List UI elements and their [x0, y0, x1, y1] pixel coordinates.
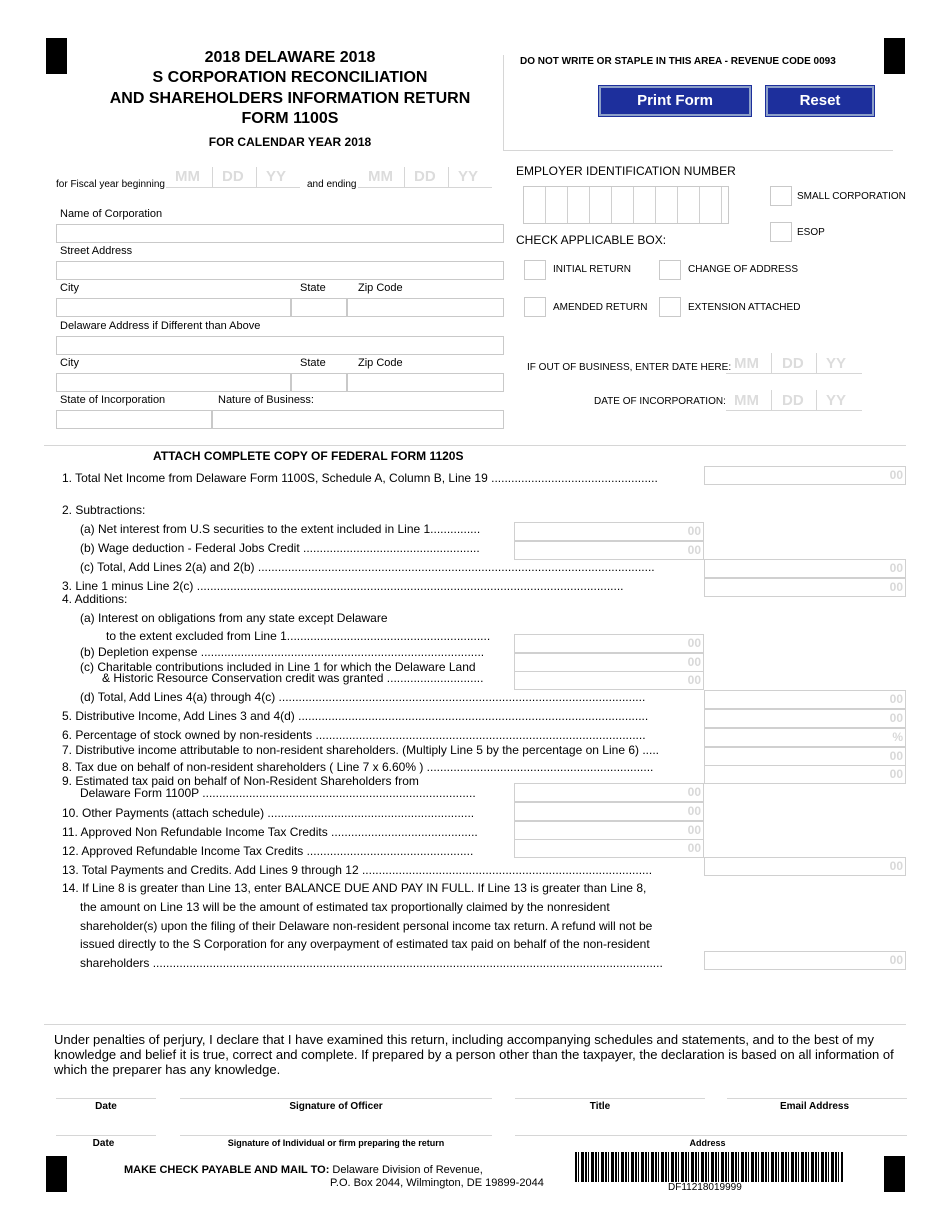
extension-checkbox[interactable]: [659, 297, 681, 317]
fiscal-end-yy[interactable]: YY: [458, 168, 479, 185]
incorporation-underline: [726, 410, 862, 411]
fiscal-begin-underline: [166, 187, 300, 188]
de-address-field[interactable]: [56, 336, 504, 355]
cents: 00: [687, 841, 701, 855]
incorporation-state-label: State of Incorporation: [60, 394, 166, 406]
line-3-text: 3. Line 1 minus Line 2(c) ................................................................................................................................: [62, 579, 624, 593]
city2-label: City: [60, 357, 79, 369]
line-11-amount[interactable]: [514, 821, 704, 840]
line-8-text: 8. Tax due on behalf of non-resident shareholders ( Line 7 x 6.60% ) ....................................................................: [62, 760, 654, 774]
line-1-amount[interactable]: [704, 466, 906, 485]
line-2-text: 2. Subtractions:: [62, 503, 146, 517]
email-label: Email Address: [779, 1101, 850, 1112]
line-8-amount[interactable]: [704, 765, 906, 784]
reset-button[interactable]: Reset: [766, 86, 874, 116]
title-label: Title: [589, 1101, 611, 1112]
header-divider: [503, 55, 504, 150]
nature-field[interactable]: [212, 410, 504, 429]
cents: 00: [687, 823, 701, 837]
state2-field[interactable]: [291, 373, 347, 392]
fiscal-ending-label: and ending: [307, 179, 357, 190]
fiscal-beginning-label: for Fiscal year beginning: [56, 179, 165, 190]
fiscal-end-dd[interactable]: DD: [414, 168, 436, 185]
cents: 00: [687, 804, 701, 818]
date-separator: [448, 167, 449, 187]
incorporation-yy[interactable]: YY: [826, 392, 847, 409]
officer-signature-label: Signature of Officer: [289, 1101, 383, 1112]
cents: 00: [687, 636, 701, 650]
line-4d-amount[interactable]: [704, 690, 906, 709]
cents: 00: [889, 859, 903, 873]
line-7-amount[interactable]: [704, 747, 906, 766]
cents: 00: [889, 711, 903, 725]
section-divider: [44, 445, 906, 446]
line-2c-amount[interactable]: [704, 559, 906, 578]
initial-return-checkbox[interactable]: [524, 260, 546, 280]
zip2-label: Zip Code: [358, 357, 403, 369]
barcode-text: DF11218019999: [668, 1182, 742, 1193]
out-of-business-dd[interactable]: DD: [782, 355, 804, 372]
form-title-line-4: FORM 1100S: [241, 110, 339, 127]
line-4d-text: (d) Total, Add Lines 4(a) through 4(c) ..............................................................................................................: [80, 690, 646, 704]
line-5-text: 5. Distributive Income, Add Lines 3 and 4(d) .........................................................................................................: [62, 709, 649, 723]
line-9-text-2: Delaware Form 1100P ..................................................................................: [80, 786, 476, 800]
fiscal-begin-dd[interactable]: DD: [222, 168, 244, 185]
line-13-amount[interactable]: [704, 857, 906, 876]
change-address-checkbox[interactable]: [659, 260, 681, 280]
amended-return-checkbox[interactable]: [524, 297, 546, 317]
esop-label: ESOP: [797, 227, 825, 238]
cents: 00: [687, 785, 701, 799]
incorporation-dd[interactable]: DD: [782, 392, 804, 409]
line-2a-amount[interactable]: [514, 522, 704, 541]
preparer-signature-line[interactable]: [180, 1135, 492, 1136]
line-3-amount[interactable]: [704, 578, 906, 597]
mail-to: [124, 1164, 483, 1176]
line-4b-amount[interactable]: [514, 653, 704, 672]
address-line[interactable]: [515, 1135, 907, 1136]
cents: 00: [889, 468, 903, 482]
cents: 00: [687, 673, 701, 687]
line-4c-amount[interactable]: [514, 671, 704, 690]
line-2c-text: (c) Total, Add Lines 2(a) and 2(b) .......................................................................................................................: [80, 560, 655, 574]
perjury-declaration: Under penalties of perjury, I declare that I have examined this return, including accompanying schedules and statements, and to the best of my knowledge and belief it is true, correct and complete. If prepared by a person other than the taxpayer, the declaration is based on all information of which the preparer has any knowledge.: [54, 1032, 894, 1077]
line-2a-text: (a) Net interest from U.S securities to the extent included in Line 1...............: [80, 522, 481, 536]
change-address-label: CHANGE OF ADDRESS: [688, 264, 799, 275]
corner-mark-top-right: [884, 38, 905, 74]
incorporation-mm[interactable]: MM: [734, 392, 759, 409]
line-4a-amount[interactable]: [514, 634, 704, 653]
out-of-business-label: IF OUT OF BUSINESS, ENTER DATE HERE:: [527, 362, 732, 373]
form-title-line-3: AND SHAREHOLDERS INFORMATION RETURN: [109, 90, 471, 107]
barcode-image: [575, 1152, 843, 1182]
date-label: Date: [95, 1101, 117, 1112]
cents: 00: [687, 655, 701, 669]
line-2b-text: (b) Wage deduction - Federal Jobs Credit .....................................................: [80, 541, 480, 555]
date-separator: [771, 353, 772, 373]
line-4-text: 4. Additions:: [62, 592, 128, 606]
line-9-amount[interactable]: [514, 783, 704, 802]
ein-label: EMPLOYER IDENTIFICATION NUMBER: [516, 164, 736, 178]
state-field[interactable]: [291, 298, 347, 317]
line-14-text-4: issued directly to the S Corporation for any overpayment of estimated tax paid on behalf of the non-resident: [80, 937, 650, 951]
mail-to-line-2: P.O. Box 2044, Wilmington, DE 19899-2044: [330, 1177, 544, 1189]
cents: 00: [889, 561, 903, 575]
date-separator: [404, 167, 405, 187]
line-13-text: 13. Total Payments and Credits. Add Lines 9 through 12 .......................................................................................: [62, 863, 653, 877]
date-separator: [771, 390, 772, 410]
form-title-line-1: 2018 DELAWARE 2018: [204, 49, 376, 66]
street-label: Street Address: [60, 245, 133, 257]
state-label: State: [300, 282, 326, 294]
date2-label: Date: [92, 1138, 115, 1149]
check-box-label: CHECK APPLICABLE BOX:: [516, 233, 667, 247]
extension-label: EXTENSION ATTACHED: [688, 302, 801, 313]
zip2-field[interactable]: [347, 373, 504, 392]
out-of-business-yy[interactable]: YY: [826, 355, 847, 372]
officer-signature-line[interactable]: [180, 1098, 492, 1099]
line-10-text: 10. Other Payments (attach schedule) ..............................................................: [62, 806, 475, 820]
line-14-text-5: shareholders .........................................................................................................................................................: [80, 956, 663, 970]
cents: 00: [889, 749, 903, 763]
nature-label: Nature of Business:: [218, 394, 314, 406]
line-10-amount[interactable]: [514, 802, 704, 821]
street-field[interactable]: [56, 261, 504, 280]
cents: 00: [889, 580, 903, 594]
fiscal-begin-yy[interactable]: YY: [266, 168, 287, 185]
small-corporation-checkbox[interactable]: [770, 186, 792, 206]
line-12-amount[interactable]: [514, 839, 704, 858]
amended-return-label: AMENDED RETURN: [553, 302, 648, 313]
cents: 00: [889, 953, 903, 967]
line-2b-amount[interactable]: [514, 541, 704, 560]
line-14-amount[interactable]: [704, 951, 906, 970]
ein-field[interactable]: [523, 186, 729, 224]
date-incorporation-label: DATE OF INCORPORATION:: [594, 396, 726, 407]
date-separator: [212, 167, 213, 187]
print-form-button[interactable]: Print Form: [599, 86, 751, 116]
corner-mark-top-left: [46, 38, 54, 74]
line-4c-text-2: & Historic Resource Conservation credit was granted .............................: [102, 671, 484, 685]
out-of-business-mm[interactable]: MM: [734, 355, 759, 372]
line-5-amount[interactable]: [704, 709, 906, 728]
email-line[interactable]: [727, 1098, 907, 1099]
cents: 00: [889, 692, 903, 706]
date2-line: [56, 1135, 156, 1136]
title-line[interactable]: [515, 1098, 705, 1099]
line-12-text: 12. Approved Refundable Income Tax Credits ..................................................: [62, 844, 474, 858]
line-11-text: 11. Approved Non Refundable Income Tax Credits ............................................: [62, 825, 478, 839]
line-9-text-1: 9. Estimated tax paid on behalf of Non-Resident Shareholders from: [62, 774, 419, 788]
esop-checkbox[interactable]: [770, 222, 792, 242]
small-corporation-label: SMALL CORPORATION: [797, 191, 906, 202]
date-separator: [256, 167, 257, 187]
state2-label: State: [300, 357, 326, 369]
line-14-text-3: shareholder(s) upon the filing of their Delaware non-resident personal income tax return. A refund will not be: [80, 919, 653, 933]
city-field[interactable]: [56, 298, 291, 317]
name-field[interactable]: [56, 224, 504, 243]
mail-to-line-1: Delaware Division of Revenue,: [332, 1164, 483, 1176]
do-not-write-notice: DO NOT WRITE OR STAPLE IN THIS AREA - REVENUE CODE 0093: [520, 56, 836, 67]
city2-field[interactable]: [56, 373, 291, 392]
cents: 00: [687, 543, 701, 557]
form-subtitle: FOR CALENDAR YEAR 2018: [208, 135, 372, 149]
line-14-text-2: the amount on Line 13 will be the amount of estimated tax proportionally claimed by the nonresident: [80, 900, 610, 914]
cents: 00: [687, 524, 701, 538]
line-4c-text-1: (c) Charitable contributions included in Line 1 for which the Delaware Land: [80, 660, 476, 674]
date-separator: [816, 390, 817, 410]
date-separator: [816, 353, 817, 373]
line-4b-text: (b) Depletion expense .....................................................................................: [80, 645, 485, 659]
cents: 00: [889, 767, 903, 781]
initial-return-label: INITIAL RETURN: [553, 264, 631, 275]
city-label: City: [60, 282, 79, 294]
name-label: Name of Corporation: [60, 208, 163, 220]
address-label: Address: [689, 1138, 726, 1148]
line-6-percent[interactable]: [704, 728, 906, 747]
percent-sign: %: [892, 730, 903, 744]
line-4a-text-2: to the extent excluded from Line 1.............................................................: [106, 629, 491, 643]
fiscal-end-underline: [358, 187, 492, 188]
mail-to-prefix: MAKE CHECK PAYABLE AND MAIL TO:: [124, 1164, 330, 1176]
fiscal-begin-mm[interactable]: MM: [175, 168, 200, 185]
attach-note: ATTACH COMPLETE COPY OF FEDERAL FORM 1120S: [153, 449, 464, 463]
corner-mark-bottom-right: [884, 1156, 905, 1192]
corner-mark-bottom-left: [46, 1156, 67, 1192]
declaration-divider: [44, 1024, 906, 1025]
zip-label: Zip Code: [358, 282, 403, 294]
line-14-text-1: 14. If Line 8 is greater than Line 13, enter BALANCE DUE AND PAY IN FULL. If Line 13 is greater than Line 8,: [62, 881, 647, 895]
preparer-signature-label: Signature of Individual or firm preparing the return: [227, 1138, 445, 1148]
header-bottom-line: [503, 150, 893, 151]
fiscal-end-mm[interactable]: MM: [368, 168, 393, 185]
de-address-label: Delaware Address if Different than Above: [60, 320, 261, 332]
zip-field[interactable]: [347, 298, 504, 317]
form-title-line-2: S CORPORATION RECONCILIATION: [152, 69, 428, 86]
incorporation-state-field[interactable]: [56, 410, 212, 429]
line-4a-text-1: (a) Interest on obligations from any state except Delaware: [80, 611, 388, 625]
line-6-text: 6. Percentage of stock owned by non-residents ...................................................................................................: [62, 728, 646, 742]
out-of-business-underline: [726, 373, 862, 374]
date-line: [56, 1098, 156, 1099]
line-1-text: 1. Total Net Income from Delaware Form 1100S, Schedule A, Column B, Line 19 ..................................................: [62, 471, 658, 485]
line-7-text: 7. Distributive income attributable to non-resident shareholders. (Multiply Line 5 by the percentage on Line 6) .....: [62, 743, 659, 757]
